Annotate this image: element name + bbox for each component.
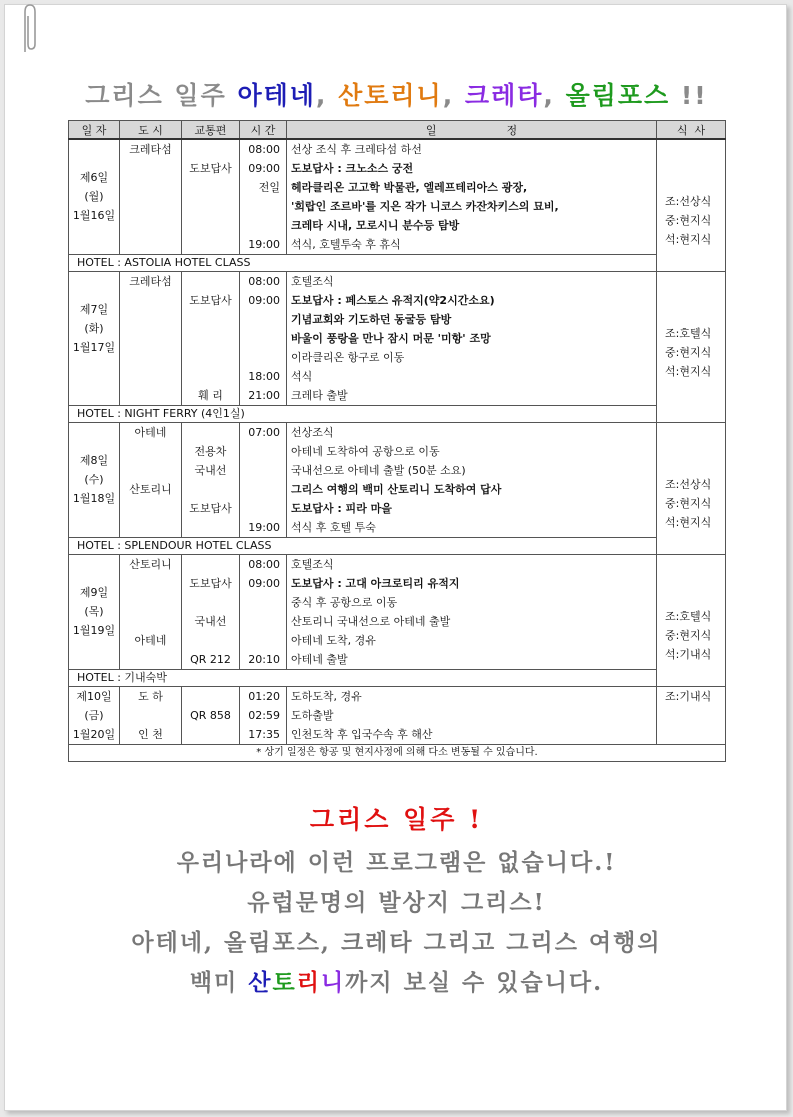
plan-line: 도보답사 : 고대 아크로티리 유적지 [291,577,460,590]
day-cell [69,555,120,670]
day-label [69,423,119,508]
header-transport: 교통편 [182,121,240,140]
plan-line: 도하출발 [291,709,334,722]
hotel-cell: HOTEL : SPLENDOUR HOTEL CLASS [69,538,657,555]
header-meals: 식 사 [657,121,726,140]
time-cell [240,272,287,406]
plan-line: 이라클리온 항구로 이동 [291,351,405,364]
plan-line: 석식 후 호텔 투숙 [291,521,376,534]
time-line [240,216,286,235]
plan-line: '희랍인 조르바'를 지은 작가 니코스 카잔차키스의 묘비, [291,200,559,213]
day-line: 제10일 [76,690,112,703]
day-cell [69,423,120,538]
time-cell [240,139,287,255]
footnote: * 상기 일정은 항공 및 현지사정에 의해 다소 변동될 수 있습니다. [69,745,726,762]
transport-line [182,631,239,650]
meal-cell [657,272,726,423]
city-line [120,197,181,216]
table-row [69,423,726,538]
city-line [120,650,181,669]
transport-line [182,178,239,197]
city-cell [120,687,182,745]
time-line: 08:00 [248,143,280,156]
city-line [120,442,181,461]
meal-line: 중:현지식 [665,497,712,510]
transport-cell [182,423,240,538]
plan-cell [287,139,657,255]
city-line [120,461,181,480]
city-line [120,518,181,537]
promo-prefix: 백미 [189,969,249,996]
meal-line: 조:기내식 [665,690,712,703]
hotel-row [69,406,726,423]
meal-line: 조:선상식 [665,195,712,208]
time-cell [240,555,287,670]
plan-line: 인천도착 후 입국수속 후 해산 [291,728,433,741]
table-row [69,555,726,670]
city-line: 인 천 [138,728,163,741]
day-block [69,139,726,272]
transport-cell [182,555,240,670]
plan-line: 도보답사 : 크노소스 궁전 [291,162,414,175]
plan-cell [287,272,657,406]
city-cell [120,272,182,406]
plan-line: 헤라클리온 고고학 박물관, 엘레프테리아스 광장, [291,181,528,194]
meal-line: 석:현지식 [665,233,712,246]
day-line: 1월20일 [72,728,116,741]
meal-line: 석:현지식 [665,365,712,378]
table-row [69,139,726,255]
transport-line [182,310,239,329]
time-line: 21:00 [248,389,280,402]
city-line [120,593,181,612]
time-line: 02:59 [248,709,280,722]
header-plan: 일 정 [287,121,657,140]
time-line [240,631,286,650]
time-line [240,461,286,480]
plan-cell [287,423,657,538]
day-cell [69,687,120,745]
title-suffix: !! [670,81,708,110]
plan-line: 호텔조식 [291,275,334,288]
meal-list [657,140,725,249]
time-line: 20:10 [248,653,280,666]
meal-cell [657,555,726,687]
promo-line [0,964,793,997]
plan-line: 도보답사 : 피라 마을 [291,502,392,515]
day-cell [69,139,120,255]
meal-list [657,687,725,706]
time-cell [240,687,287,745]
day-cell [69,272,120,406]
time-line: 18:00 [248,370,280,383]
day-line: 제6일 [79,171,109,184]
hotel-cell: HOTEL : 기내숙박 [69,670,657,687]
transport-line: 도보답사 [189,502,232,515]
transport-line [182,348,239,367]
plan-line: 크레타 출발 [291,389,348,402]
transport-line [182,140,239,159]
transport-line: 도보답사 [189,577,232,590]
header-date: 일 자 [69,121,120,140]
city-line [120,348,181,367]
plan-line: 국내선으로 아테네 출발 (50분 소요) [291,464,466,477]
plan-cell [287,555,657,670]
time-line [240,442,286,461]
meal-list [657,423,725,532]
city-line [120,612,181,631]
city-line [120,310,181,329]
city-line [120,386,181,405]
promo-line: 우리나라에 이런 프로그램은 없습니다.! [176,849,617,876]
title-sep: , [543,81,566,110]
meal-line: 중:현지식 [665,629,712,642]
day-label [69,272,119,357]
city-line [120,329,181,348]
day-block [69,555,726,687]
promo-suffix: 까지 보실 수 있습니다. [345,969,604,996]
time-line: 19:00 [248,238,280,251]
transport-line [182,593,239,612]
transport-line: 국내선 [194,615,227,628]
transport-line [182,367,239,386]
table-header-row [69,121,726,140]
transport-line [182,216,239,235]
plan-line: 도하도착, 경유 [291,690,362,703]
time-line [240,348,286,367]
time-line: 07:00 [248,426,280,439]
time-line: 01:20 [248,690,280,703]
city-cell [120,423,182,538]
hotel-row [69,538,726,555]
plan-line: 기념교회와 기도하던 동굴등 탐방 [291,313,452,326]
day-block [69,423,726,555]
city-cell [120,555,182,670]
promo-line: 유럽문명의 발상지 그리스! [247,889,546,916]
time-line: 09:00 [248,577,280,590]
day-line: (월) [84,190,104,203]
title-sep: , [315,81,339,110]
day-line: (수) [84,473,104,486]
title-santorini: 산토리니 [338,81,443,110]
city-line: 크레타섬 [129,143,172,156]
day-block [69,272,726,423]
time-line [240,593,286,612]
city-line: 도 하 [138,690,163,703]
promo-santorini-1: 산 [248,969,273,996]
meal-cell [657,423,726,555]
time-line: 17:35 [248,728,280,741]
transport-line [182,197,239,216]
transport-cell [182,272,240,406]
transport-line [182,329,239,348]
transport-line: QR 212 [190,653,231,666]
day-line: 1월19일 [72,624,116,637]
title-athens: 아테네 [237,81,316,110]
transport-line [182,480,239,499]
time-line: 08:00 [248,558,280,571]
time-line [240,612,286,631]
city-line [120,499,181,518]
meal-line: 석:현지식 [665,516,712,529]
plan-line: 크레타 시내, 모로시니 분수등 탐방 [291,219,460,232]
day-label [69,140,119,225]
city-line [120,216,181,235]
meal-line: 중:현지식 [665,214,712,227]
day-line: 1월17일 [72,341,116,354]
day-line: (목) [84,605,104,618]
time-line [240,499,286,518]
time-line [240,329,286,348]
plan-line: 중식 후 공항으로 이동 [291,596,398,609]
city-line [120,367,181,386]
city-line [120,178,181,197]
time-line: 전일 [258,181,280,194]
city-line: 아테네 [134,426,167,439]
transport-line: 훼 리 [198,389,223,402]
day-line: 1월16일 [72,209,116,222]
meal-line: 조:호텔식 [665,327,712,340]
transport-cell [182,139,240,255]
meal-line: 조:선상식 [665,478,712,491]
transport-line [182,235,239,254]
day-line: 1월18일 [72,492,116,505]
meal-cell [657,139,726,272]
city-line: 아테네 [134,634,167,647]
meal-list [657,555,725,664]
meal-line: 중:현지식 [665,346,712,359]
transport-line [182,272,239,291]
header-city: 도 시 [120,121,182,140]
transport-line: QR 858 [190,709,231,722]
city-line: 산토리니 [129,558,172,571]
meal-list [657,272,725,381]
meal-line: 석:기내식 [665,648,712,661]
city-line [120,159,181,178]
title-crete: 크레타 [464,81,544,110]
day-line: (화) [84,322,104,335]
plan-line: 그리스 여행의 백미 산토리니 도착하여 답사 [291,483,502,496]
time-cell [240,423,287,538]
hotel-row [69,670,726,687]
plan-line: 아테네 도착, 경유 [291,634,376,647]
meal-cell [657,687,726,745]
title-olympos: 올림포스 [565,81,671,110]
plan-line: 도보답사 : 페스토스 유적지(약2시간소요) [291,294,495,307]
footnote-row [69,745,726,762]
transport-line [182,687,239,706]
city-line [120,574,181,593]
time-line [240,197,286,216]
plan-line: 호텔조식 [291,558,334,571]
hotel-row [69,255,726,272]
day-line: (금) [84,709,104,722]
hotel-cell: HOTEL : ASTOLIA HOTEL CLASS [69,255,657,272]
promo-santorini-4: 니 [320,969,346,996]
promo-line: 아테네, 올림포스, 크레타 그리고 그리스 여행의 [131,929,662,956]
table-footer [69,745,726,762]
paperclip-icon [18,2,40,56]
plan-line: 선상 조식 후 크레타섬 하선 [291,143,422,156]
city-line [120,291,181,310]
transport-line [182,518,239,537]
plan-line: 선상조식 [291,426,334,439]
time-line: 09:00 [248,162,280,175]
day-line: 제7일 [79,303,109,316]
city-line [120,706,181,725]
city-cell [120,139,182,255]
plan-line: 아테네 도착하여 공항으로 이동 [291,445,440,458]
time-line [240,310,286,329]
day-label [69,555,119,640]
transport-line: 도보답사 [189,294,232,307]
promo-santorini-3: 리 [296,969,321,996]
transport-cell [182,687,240,745]
city-line [120,235,181,254]
plan-line: 아테네 출발 [291,653,348,666]
plan-line: 바울이 풍랑을 만나 잠시 머문 '미항' 조망 [291,332,491,345]
transport-line [182,725,239,744]
transport-line [182,555,239,574]
plan-line: 석식 [291,370,313,383]
hotel-cell: HOTEL : NIGHT FERRY (4인1실) [69,406,657,423]
city-line: 산토리니 [129,483,172,496]
transport-line: 도보답사 [189,162,232,175]
plan-line: 산토리니 국내선으로 아테네 출발 [291,615,451,628]
transport-line: 전용차 [194,445,227,458]
transport-line [182,423,239,442]
title-sep: , [442,81,465,110]
city-line: 크레타섬 [129,275,172,288]
day-label [69,687,119,744]
table-row [69,687,726,745]
plan-cell [287,687,657,745]
plan-line: 석식, 호텔투숙 후 휴식 [291,238,401,251]
time-line: 08:00 [248,275,280,288]
day-block [69,687,726,745]
itinerary-table [68,120,726,762]
time-line: 09:00 [248,294,280,307]
header-time: 시 간 [240,121,287,140]
day-line: 제8일 [79,454,109,467]
page-title [0,76,793,112]
promo-headline: 그리스 일주 ! [309,805,484,834]
table-row [69,272,726,406]
transport-line: 국내선 [194,464,227,477]
promo-santorini-2: 토 [272,969,297,996]
time-line [240,480,286,499]
day-line: 제9일 [79,586,109,599]
title-prefix: 그리스 일주 [85,81,238,110]
time-line: 19:00 [248,521,280,534]
meal-line: 조:호텔식 [665,610,712,623]
